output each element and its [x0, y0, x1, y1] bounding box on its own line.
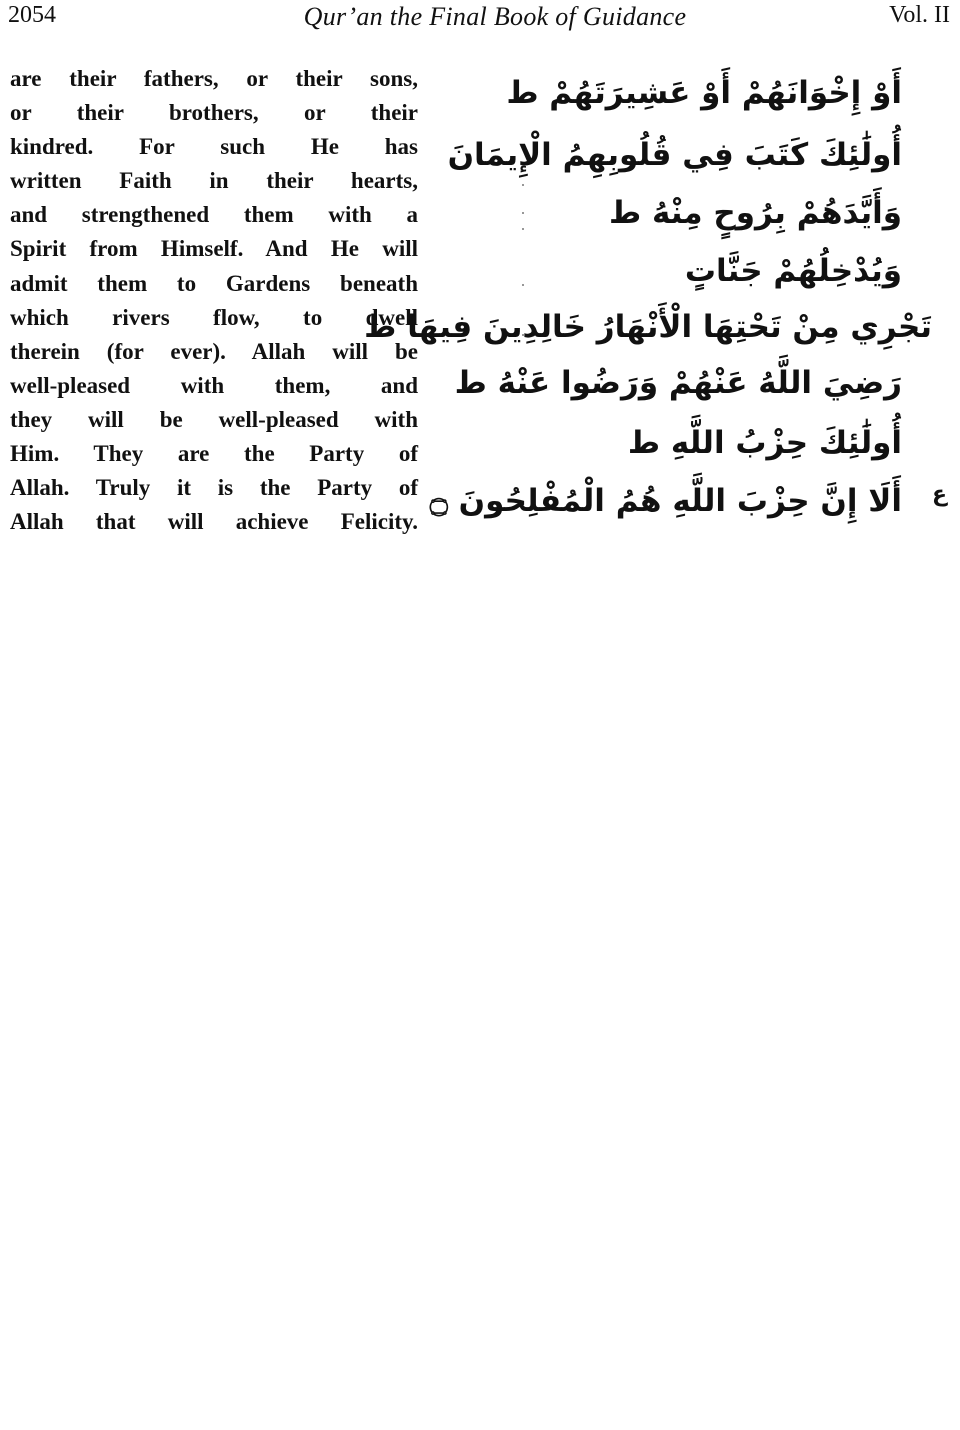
translation-line: well-pleased with them, and — [10, 372, 418, 398]
translation-line: are their fathers, or their sons, — [10, 66, 418, 91]
book-title: Qur’an the Final Book of Guidance — [303, 2, 687, 31]
translation-line: or their brothers, or their — [10, 100, 418, 126]
translation-line: which rivers flow, to dwell — [10, 304, 418, 330]
translation-line: admit them to Gardens beneath — [10, 270, 418, 296]
arabic-verse-line: أَلَا إِنَّ حِزْبَ اللَّهِ هُمُ الْمُفْلِحُونَ ۝ — [429, 483, 902, 519]
translation-line: Allah. Truly it is the Party of — [10, 475, 418, 501]
translation-line: Spirit from Himself. And He will — [10, 236, 418, 262]
running-header — [0, 0, 960, 40]
arabic-verse-line: رَضِيَ اللَّهُ عَنْهُمْ وَرَضُوا عَنْهُ ط — [454, 365, 902, 401]
arabic-verse-line: أَوْ إِخْوَانَهُمْ أَوْ عَشِيرَتَهُمْ ط — [506, 75, 902, 111]
arabic-verse-line: وَيُدْخِلُهُمْ جَنَّاتٍ — [684, 253, 902, 289]
ruku-mark: ع — [932, 482, 948, 507]
translation-line: kindred. For such He has — [10, 134, 418, 160]
translation-line: they will be well-pleased with — [10, 406, 418, 432]
english-translation — [10, 62, 418, 539]
arabic-verse-line: أُولَٰئِكَ حِزْبُ اللَّهِ ط — [627, 425, 902, 461]
page-number: 2054 — [8, 2, 56, 28]
arabic-verse-line: تَجْرِي مِنْ تَحْتِهَا الْأَنْهَارُ خَالِدِينَ فِيهَا ط — [364, 309, 932, 345]
volume-label: Vol. II — [889, 2, 950, 28]
translation-line: and strengthened them with a — [10, 202, 418, 228]
arabic-verse-line: وَأَيَّدَهُمْ بِرُوحٍ مِنْهُ ط — [608, 195, 902, 231]
translation-line: therein (for ever). Allah will be — [10, 338, 418, 364]
translation-line: Allah that will achieve Felicity. — [10, 509, 418, 535]
translation-line: Him. They are the Party of — [10, 441, 418, 467]
translation-line: written Faith in their hearts, — [10, 168, 418, 194]
arabic-verse-line: أُولَٰئِكَ كَتَبَ فِي قُلُوبِهِمُ الْإِيمَانَ — [447, 137, 902, 173]
